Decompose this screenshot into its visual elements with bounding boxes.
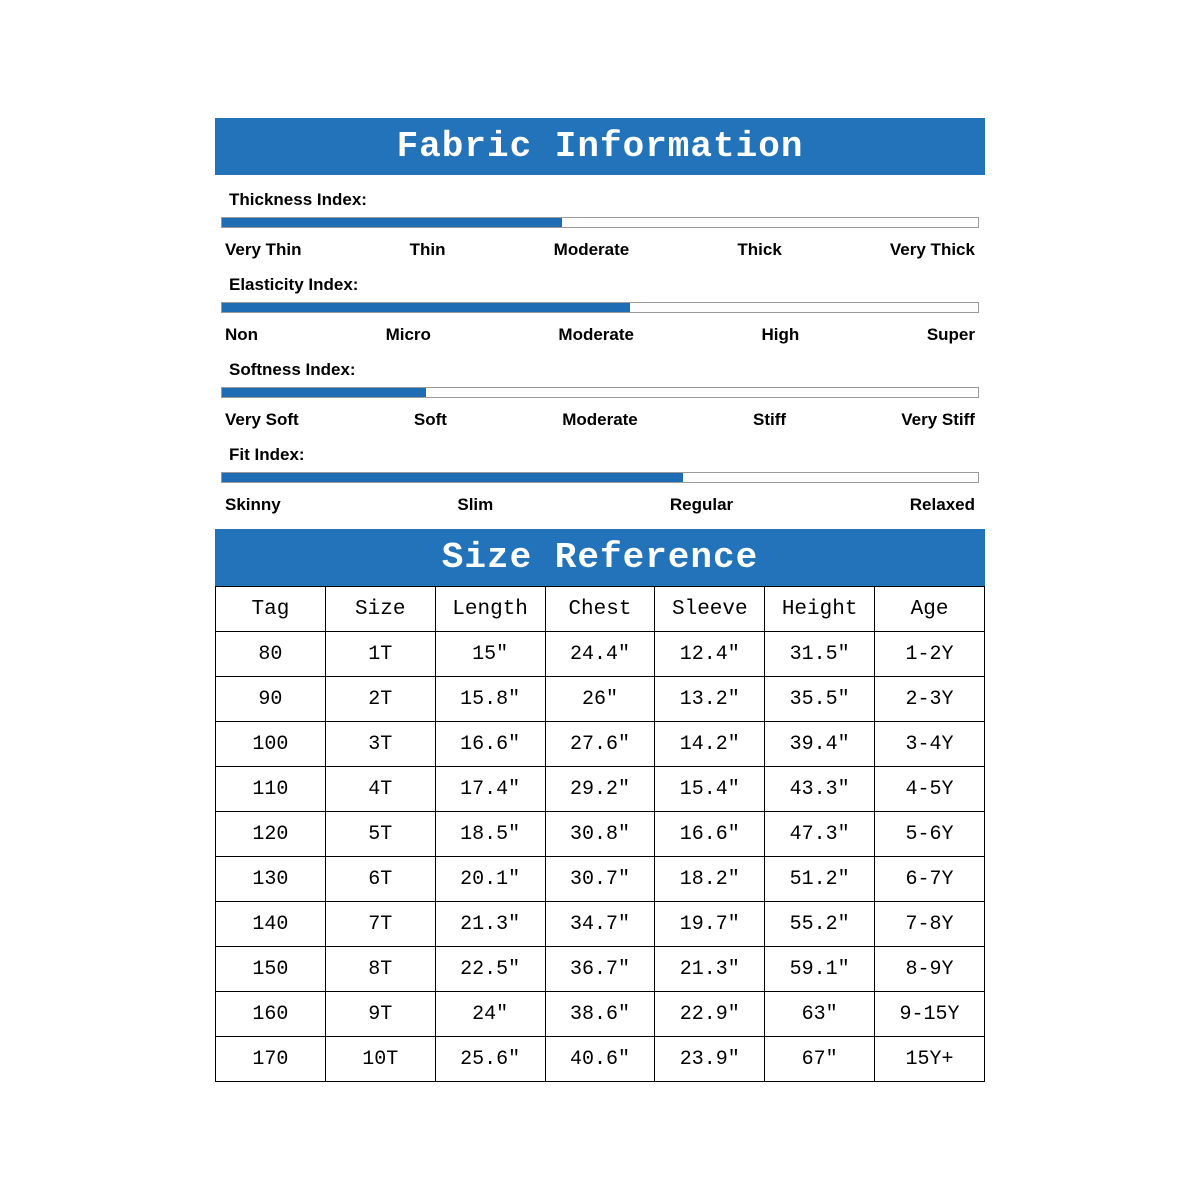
fabric-index [215, 360, 985, 430]
size-table-row [216, 677, 985, 722]
size-table-cell: 15.8″ [435, 677, 545, 722]
size-table-cell: 25.6″ [435, 1037, 545, 1082]
size-table-cell: 17.4″ [435, 767, 545, 812]
size-table-cell: 140 [216, 902, 326, 947]
fabric-index-label: Thickness Index: [229, 190, 367, 209]
size-reference-title: Size Reference [441, 537, 759, 578]
size-table-cell: 21.3″ [435, 902, 545, 947]
scale-label: Moderate [562, 410, 638, 429]
fabric-index-scale [225, 410, 975, 430]
size-reference-table [215, 586, 985, 1082]
fabric-information-title: Fabric Information [396, 126, 804, 167]
size-table-column-header: Chest [545, 587, 655, 632]
size-table-body [216, 632, 985, 1082]
size-table-cell: 13.2″ [655, 677, 765, 722]
scale-label: Skinny [225, 495, 281, 514]
size-table-cell: 47.3″ [765, 812, 875, 857]
size-table-header-row [216, 587, 985, 632]
size-table-row [216, 722, 985, 767]
size-table-cell: 10T [325, 1037, 435, 1082]
size-table-cell: 22.9″ [655, 992, 765, 1037]
fabric-index-scale [225, 495, 975, 515]
size-table-cell: 15Y+ [875, 1037, 985, 1082]
size-table-cell: 2-3Y [875, 677, 985, 722]
fabric-index-bar-fill [222, 388, 426, 397]
scale-label: Non [225, 325, 259, 344]
fabric-index [215, 190, 985, 260]
fabric-index-bar-track [221, 302, 979, 313]
size-table-cell: 19.7″ [655, 902, 765, 947]
scale-label: Moderate [553, 240, 630, 259]
scale-label: High [761, 325, 800, 344]
scale-label: Slim [457, 495, 494, 514]
size-table-cell: 39.4″ [765, 722, 875, 767]
size-table-cell: 67″ [765, 1037, 875, 1082]
size-table-cell: 43.3″ [765, 767, 875, 812]
size-table-header [216, 587, 985, 632]
size-table-row [216, 1037, 985, 1082]
size-reference-banner [215, 529, 985, 586]
scale-label: Thick [737, 240, 782, 259]
product-info-sheet [215, 0, 985, 1082]
size-table-cell: 24″ [435, 992, 545, 1037]
size-table-cell: 15.4″ [655, 767, 765, 812]
size-table-cell: 7-8Y [875, 902, 985, 947]
size-table-cell: 63″ [765, 992, 875, 1037]
size-table-cell: 1T [325, 632, 435, 677]
size-table-cell: 38.6″ [545, 992, 655, 1037]
size-table-cell: 16.6″ [435, 722, 545, 767]
fabric-index-scale [225, 240, 975, 260]
size-table-cell: 4-5Y [875, 767, 985, 812]
scale-label: Super [926, 325, 975, 344]
fabric-index-bar-fill [222, 473, 683, 482]
size-table-row [216, 947, 985, 992]
size-table-cell: 34.7″ [545, 902, 655, 947]
size-table-column-header: Age [875, 587, 985, 632]
size-table-cell: 40.6″ [545, 1037, 655, 1082]
size-table-row [216, 812, 985, 857]
fabric-index-label: Fit Index: [229, 445, 305, 464]
scale-label: Soft [413, 410, 447, 429]
size-table-row [216, 632, 985, 677]
size-table-cell: 15″ [435, 632, 545, 677]
size-table-cell: 5-6Y [875, 812, 985, 857]
size-table-cell: 16.6″ [655, 812, 765, 857]
size-table-cell: 21.3″ [655, 947, 765, 992]
size-table-cell: 20.1″ [435, 857, 545, 902]
size-table-cell: 4T [325, 767, 435, 812]
size-table-cell: 110 [216, 767, 326, 812]
size-table-cell: 170 [216, 1037, 326, 1082]
size-table-cell: 160 [216, 992, 326, 1037]
size-table-cell: 14.2″ [655, 722, 765, 767]
size-table-column-header: Sleeve [655, 587, 765, 632]
fabric-index-bar-track [221, 387, 979, 398]
size-table-cell: 23.9″ [655, 1037, 765, 1082]
size-table-cell: 3T [325, 722, 435, 767]
fabric-index-list [215, 190, 985, 515]
fabric-index [215, 445, 985, 515]
size-table-cell: 12.4″ [655, 632, 765, 677]
size-table-cell: 35.5″ [765, 677, 875, 722]
size-table-cell: 1-2Y [875, 632, 985, 677]
size-table-column-header: Tag [216, 587, 326, 632]
size-table-cell: 31.5″ [765, 632, 875, 677]
fabric-index-bar-track [221, 217, 979, 228]
size-table-cell: 5T [325, 812, 435, 857]
size-table-cell: 2T [325, 677, 435, 722]
fabric-index-label: Elasticity Index: [229, 275, 359, 294]
fabric-index-scale [225, 325, 975, 345]
size-table-cell: 18.2″ [655, 857, 765, 902]
fabric-index-label: Softness Index: [229, 360, 356, 379]
size-table-column-header: Size [325, 587, 435, 632]
scale-label: Moderate [558, 325, 634, 344]
scale-label: Very Thin [225, 240, 302, 259]
size-table-row [216, 767, 985, 812]
size-table-cell: 8T [325, 947, 435, 992]
fabric-information-banner [215, 118, 985, 175]
size-table-row [216, 992, 985, 1037]
size-table-cell: 22.5″ [435, 947, 545, 992]
size-table-cell: 6T [325, 857, 435, 902]
scale-label: Very Thick [889, 240, 975, 259]
fabric-index-bar-fill [222, 218, 562, 227]
scale-label: Regular [669, 495, 734, 514]
size-table-cell: 24.4″ [545, 632, 655, 677]
scale-label: Very Soft [225, 410, 299, 429]
size-table-cell: 30.7″ [545, 857, 655, 902]
size-table-cell: 29.2″ [545, 767, 655, 812]
size-table-cell: 130 [216, 857, 326, 902]
size-table-cell: 36.7″ [545, 947, 655, 992]
size-table-row [216, 902, 985, 947]
size-table-cell: 120 [216, 812, 326, 857]
scale-label: Thin [409, 240, 446, 259]
size-table-cell: 90 [216, 677, 326, 722]
size-table-cell: 18.5″ [435, 812, 545, 857]
size-table-cell: 3-4Y [875, 722, 985, 767]
scale-label: Relaxed [909, 495, 975, 514]
size-table-row [216, 857, 985, 902]
scale-label: Very Stiff [901, 410, 975, 429]
size-table-cell: 80 [216, 632, 326, 677]
size-table-cell: 59.1″ [765, 947, 875, 992]
scale-label: Stiff [752, 410, 787, 429]
size-table-cell: 150 [216, 947, 326, 992]
scale-label: Micro [385, 325, 431, 344]
size-table-cell: 27.6″ [545, 722, 655, 767]
size-table-cell: 8-9Y [875, 947, 985, 992]
fabric-index-bar-fill [222, 303, 630, 312]
fabric-index [215, 275, 985, 345]
size-table-cell: 55.2″ [765, 902, 875, 947]
size-table-cell: 30.8″ [545, 812, 655, 857]
size-table-cell: 9-15Y [875, 992, 985, 1037]
size-table-cell: 7T [325, 902, 435, 947]
size-table-cell: 100 [216, 722, 326, 767]
fabric-index-bar-track [221, 472, 979, 483]
size-table-cell: 6-7Y [875, 857, 985, 902]
size-table-cell: 9T [325, 992, 435, 1037]
size-table-column-header: Height [765, 587, 875, 632]
size-table-cell: 51.2″ [765, 857, 875, 902]
size-table-cell: 26″ [545, 677, 655, 722]
size-table-column-header: Length [435, 587, 545, 632]
